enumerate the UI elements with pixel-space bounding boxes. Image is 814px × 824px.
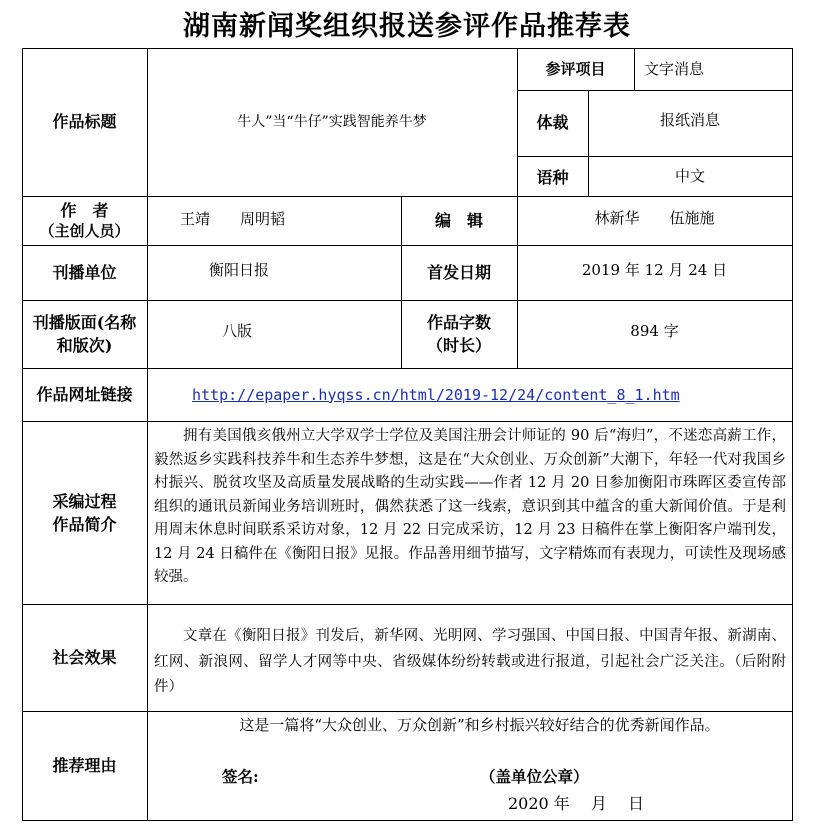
language-value: 中文	[674, 167, 705, 185]
author-label-line2: （主创人员）	[39, 221, 130, 240]
wordcount-label	[401, 300, 517, 368]
page-label-line2: 和版次)	[56, 336, 113, 355]
reason-label: 推荐理由	[52, 755, 117, 775]
effect-text: 文章在《衡阳日报》刊发后，新华网、光明网、学习强国、中国日报、中国青年报、新湖南、红网、新浪网、留学人才网等中央、省级媒体纷纷转载或进行报道，引起社会广泛关注。（后附附件）	[154, 628, 786, 695]
author-label-line1: 作 者	[60, 200, 109, 220]
publisher-value: 衡阳日报	[209, 260, 270, 279]
author-label	[22, 196, 147, 245]
page-label	[22, 300, 147, 368]
process-label-line2: 作品简介	[52, 514, 117, 534]
wordcount-value: 894 字	[630, 322, 679, 340]
author-value: 王靖 周明韬	[180, 209, 286, 228]
reason-text: 这是一篇将“大众创业、万众创新”和乡村振兴较好结合的优秀新闻作品。	[239, 716, 720, 734]
publisher-label: 刊播单位	[52, 262, 117, 282]
rule	[792, 48, 793, 821]
language-label: 语种	[536, 168, 569, 187]
url-label: 作品网址链接	[36, 384, 133, 404]
page-value: 八版	[222, 322, 253, 340]
first-date-label: 首发日期	[426, 262, 491, 282]
wordcount-label-line1: 作品字数	[426, 313, 491, 332]
process-label	[22, 421, 147, 604]
work-title-value: 牛人”当“牛仔”实践智能养牛梦	[237, 114, 427, 130]
url-cell	[147, 368, 792, 421]
genre-value: 报纸消息	[659, 111, 720, 129]
wordcount-label-line2: （时长）	[426, 336, 491, 355]
rule	[22, 820, 793, 821]
genre-label: 体裁	[536, 113, 569, 132]
form-title: 湖南新闻奖组织报送参评作品推荐表	[183, 11, 631, 42]
category-value: 文字消息	[644, 60, 705, 78]
editor-value: 林新华 伍施施	[594, 208, 715, 227]
signature-label: 签名:	[222, 767, 259, 786]
process-text: 拥有美国俄亥俄州立大学双学士学位及美国注册会计师证的 90 后“海归”，不迷恋高薪工作，毅然返乡实践科技养牛和生态养牛梦想，这是在“大众创业、万众创新”大潮下，年轻一代对我国乡村振兴、脱贫攻坚及高质量发展战略的生动实践——作者 12 月 20 日参加衡阳市珠晖区委宣传部组织的通讯员新闻业务培训班时，偶然获悉了这一线索，意识到其中蕴含的重大新闻价值。于是利用周末休息时间联系采访对象，12 月 22 日完成采访，12 月 23 日稿件在掌上衡阳客户端刊发，12 月 24 日稿件在《衡阳日报》见报。作品善用细节描写，文字精炼而有表现力，可读性及现场感较强。	[154, 428, 786, 585]
article-url-link[interactable]: http://epaper.hyqss.cn/html/2019-12/24/content_8_1.htm	[192, 385, 680, 404]
process-label-line1: 采编过程	[52, 491, 117, 511]
official-seal-note: （盖单位公章）	[480, 767, 589, 786]
first-date-value: 2019 年 12 月 24 日	[581, 260, 728, 279]
category-label: 参评项目	[545, 60, 606, 78]
page-label-line1: 刊播版面(名称	[32, 313, 137, 332]
editor-label: 编 辑	[434, 210, 483, 230]
work-title-label: 作品标题	[52, 112, 117, 131]
effect-label: 社会效果	[52, 647, 117, 667]
signature-date: 2020 年 月 日	[508, 794, 644, 813]
